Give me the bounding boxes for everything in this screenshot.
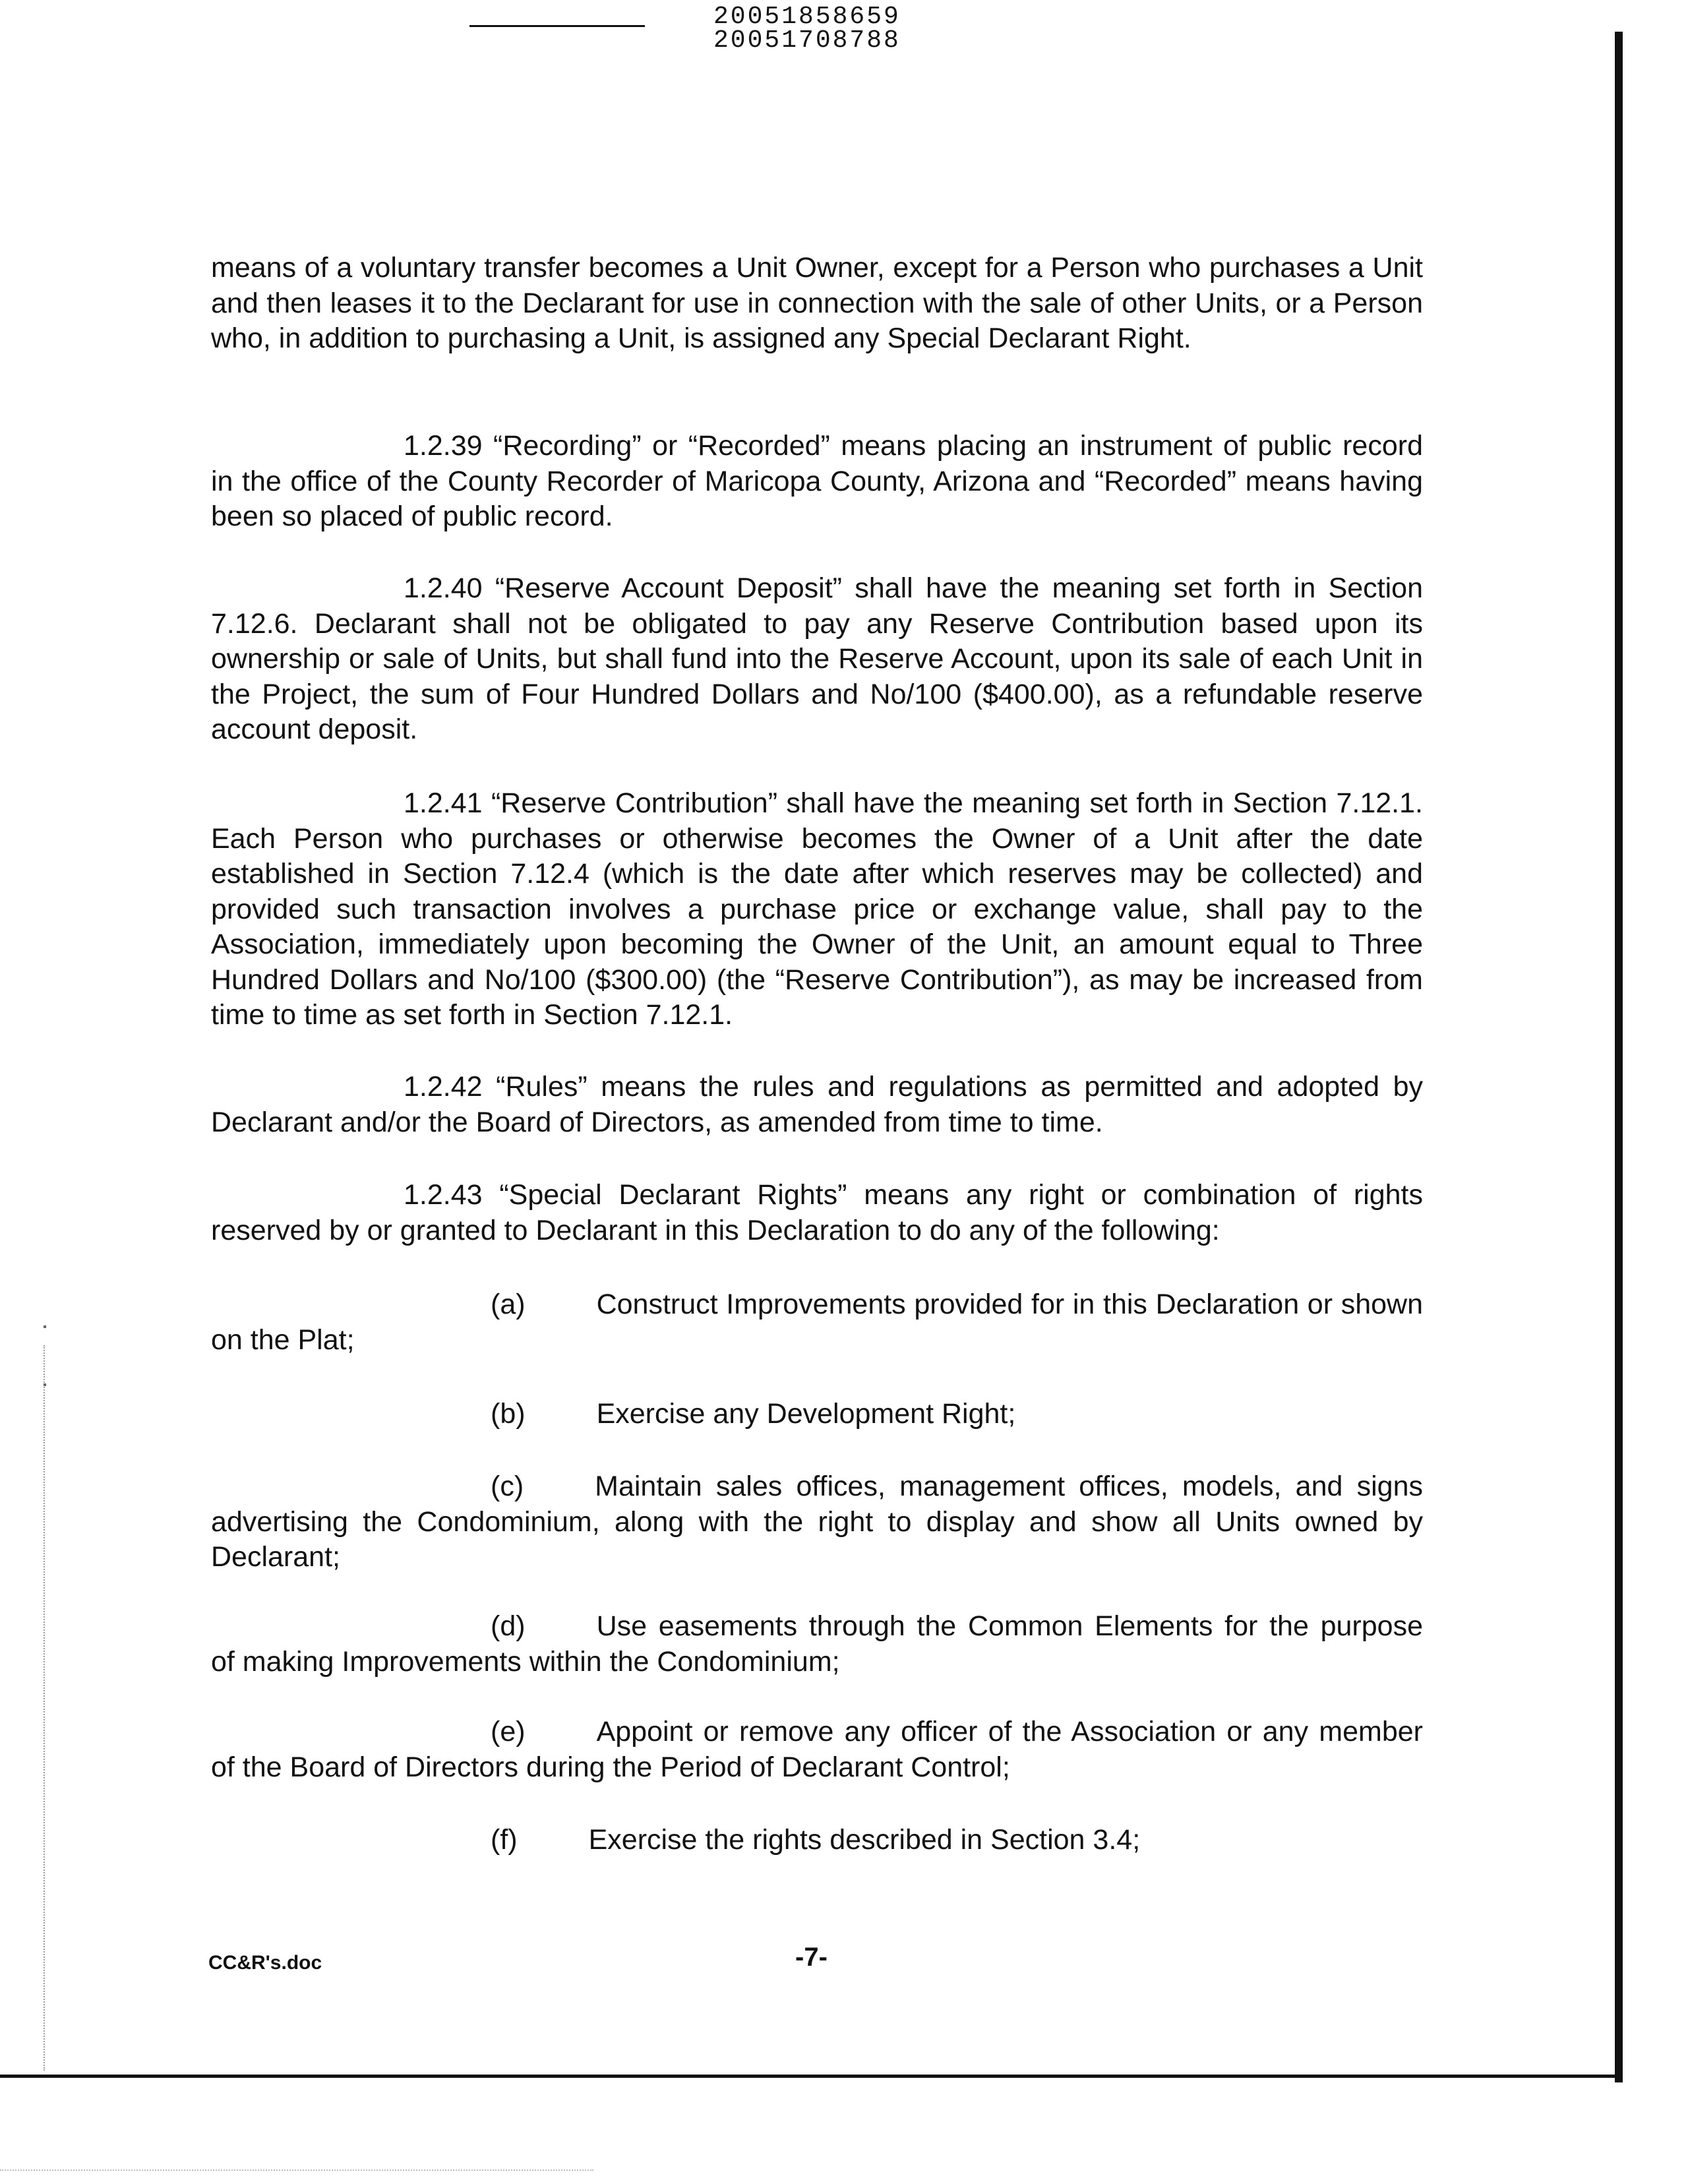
item-label: (a) bbox=[491, 1289, 526, 1320]
item-text: Appoint or remove any officer of the Association or any member of the Board of Directors during the Period of Declarant Control; bbox=[211, 1716, 1423, 1783]
list-item-a bbox=[211, 1287, 1423, 1358]
header-rule bbox=[469, 25, 645, 27]
recording-number-1: 20051858659 bbox=[713, 3, 901, 31]
item-text: Construct Improvements provided for in this Declaration or shown on the Plat; bbox=[211, 1289, 1423, 1356]
list-item-c bbox=[211, 1469, 1423, 1575]
paragraph-1-2-42: 1.2.42 “Rules” means the rules and regulations as permitted and adopted by Declarant and/or the Board of Directors, as amended from time to time. bbox=[211, 1071, 1423, 1138]
paragraph-continuation: means of a voluntary transfer becomes a Unit Owner, except for a Person who purchases a Unit and then leases it to the Declarant for use in connection with the sale of other Units, or a Person who, in addition to purchasing a Unit, is assigned any Special Declarant Right. bbox=[211, 252, 1423, 354]
scan-border-right bbox=[1615, 32, 1623, 2082]
scan-border-bottom-faint bbox=[0, 2169, 593, 2171]
list-item-f bbox=[211, 1823, 1423, 1858]
scan-border-bottom bbox=[0, 2075, 1623, 2078]
item-label: (d) bbox=[491, 1610, 526, 1642]
item-label: (c) bbox=[491, 1471, 524, 1502]
item-label: (e) bbox=[491, 1716, 526, 1747]
scan-speck bbox=[44, 1383, 46, 1386]
item-label: (f) bbox=[491, 1824, 518, 1856]
paragraph-1-2-40: 1.2.40 “Reserve Account Deposit” shall have the meaning set forth in Section 7.12.6. Declarant shall not be obligated to pay any Reserve Contribution based upon its ownership or sale of Units, but shall fund into the Reserve Account, upon its sale of each Unit in the Project, the sum of Four Hundred Dollars and No/100 ($400.00), as a refundable reserve account deposit. bbox=[211, 572, 1423, 745]
list-item-b bbox=[211, 1397, 1423, 1432]
item-text: Exercise the rights described in Section 3.4; bbox=[588, 1824, 1141, 1856]
paragraph-1-2-43: 1.2.43 “Special Declarant Rights” means any right or combination of rights reserved by or granted to Declarant in this Declaration to do any of the following: bbox=[211, 1179, 1423, 1246]
item-text: Exercise any Development Right; bbox=[596, 1398, 1016, 1430]
paragraph-1-2-39: 1.2.39 “Recording” or “Recorded” means placing an instrument of public record in the office of the County Recorder of Maricopa County, Arizona and “Recorded” means having been so placed of public record. bbox=[211, 430, 1423, 532]
scan-speck bbox=[44, 1325, 46, 1328]
list-item-e bbox=[211, 1714, 1423, 1785]
item-text: Use easements through the Common Elements for the purpose of making Improvements within the Condominium; bbox=[211, 1610, 1423, 1678]
paragraph-1-2-41: 1.2.41 “Reserve Contribution” shall have the meaning set forth in Section 7.12.1. Each Person who purchases or otherwise becomes the Owner of a Unit after the date established in Section 7.12.4 (which is the date after which reserves may be collected) and provided such transaction involves a purchase price or exchange value, shall pay to the Association, immediately upon becoming the Owner of the Unit, an amount equal to Three Hundred Dollars and No/100 ($300.00) (the “Reserve Contribution”), as may be increased from time to time as set forth in Section 7.12.1. bbox=[211, 787, 1423, 1031]
list-item-d bbox=[211, 1609, 1423, 1680]
footer-file-name: CC&R's.doc bbox=[208, 1952, 322, 1974]
item-label: (b) bbox=[491, 1398, 526, 1430]
footer-page-number: -7- bbox=[795, 1943, 828, 1972]
scan-border-left bbox=[44, 1345, 45, 2071]
recording-number-2: 20051708788 bbox=[713, 26, 901, 55]
item-text: Maintain sales offices, management offices, models, and signs advertising the Condominium, along with the right to display and show all Units owned by Declarant; bbox=[211, 1471, 1423, 1573]
